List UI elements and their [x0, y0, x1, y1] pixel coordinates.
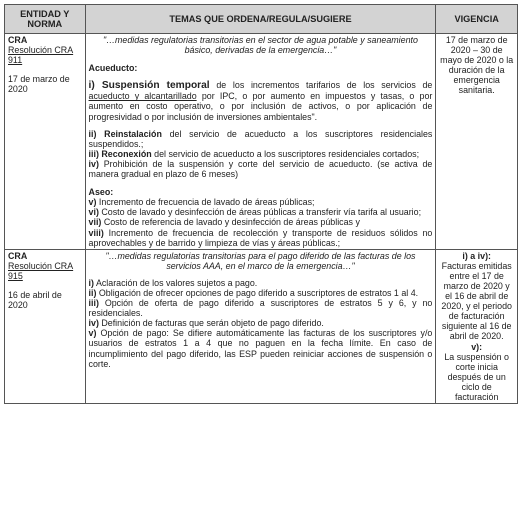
- validity-text: Facturas emitidas entre el 17 de marzo de 2020 y el 16 de abril de 2020, y el periodo de facturación siguiente al 16 de abril de 2020.: [441, 260, 512, 342]
- validity-text: 17 de marzo de 2020 – 30 de mayo de 2020 o la duración de la emergencia sanitaria.: [440, 35, 514, 96]
- table-row: [5, 34, 518, 250]
- measure-item: ii) Reinstalación del servicio de acueducto a los suscriptores residenciales suspendidos.;: [88, 128, 433, 149]
- validity-cell: [436, 249, 518, 403]
- entity-name: CRA: [8, 35, 28, 45]
- validity-label: v):: [471, 341, 483, 352]
- table-header-row: [5, 5, 518, 34]
- resolution-date: 17 de marzo de 2020: [8, 74, 70, 95]
- measure-item: vi) Costo de lavado y desinfección de áreas públicas a transferir vía tarifa al usuario;: [88, 207, 422, 218]
- section-heading: Aseo:: [88, 187, 114, 198]
- validity-cell: [436, 34, 518, 250]
- regulation-table: [4, 4, 518, 404]
- validity-text: La suspensión o corte inicia después de un ciclo de facturación: [444, 351, 509, 402]
- header-topics: TEMAS QUE ORDENA/REGULA/SUGIERE: [85, 5, 436, 34]
- measure-item: iii) Reconexión del servicio de acueducto a los suscriptores residenciales cortados;: [88, 148, 420, 159]
- resolution-date: 16 de abril de 2020: [8, 289, 62, 311]
- resolution-quote: "…medidas regulatorias transitorias para el pago diferido de las facturas de los servicios AAA, en el marco de la emergencia…": [105, 250, 416, 271]
- resolution-quote: "…medidas regulatorias transitorias en el sector de agua potable y saneamiento básico, derivadas de la emergencia…": [102, 35, 418, 56]
- measure-item: ii) Obligación de ofrecer opciones de pago diferido a suscriptores de estratos 1 al 4.: [88, 287, 419, 298]
- table-row: [5, 249, 518, 403]
- measure-item: iii) Opción de oferta de pago diferido a suscriptores de estratos 5 y 6, y no residenciales.: [88, 298, 433, 319]
- measure-item: i) Suspensión temporal de los incrementos tarifarios de los servicios de acueducto y alcantarillado por IPC, o por aumento en impuestos y tasas, o por aumento en costo operativo, o por inclusión de activos, o por aplicación de progresividad o por inclusión de inversiones ambientales".: [88, 80, 433, 122]
- topics-cell: [85, 249, 436, 403]
- measure-item: viii) Incremento de frecuencia de recolección y transporte de residuos sólidos no aprovechables y de barrido y limpieza de vías y áreas públicas.;: [88, 227, 433, 248]
- entity-cell: [5, 249, 86, 403]
- topics-cell: [85, 34, 436, 250]
- entity-name: CRA: [8, 250, 28, 261]
- resolution-link[interactable]: Resolución CRA 911: [8, 45, 74, 66]
- header-validity: VIGENCIA: [436, 5, 518, 34]
- measure-item: vii) Costo de referencia de lavado y desinfección de áreas públicas y: [88, 217, 360, 228]
- measure-item: iv) Definición de facturas que serán objeto de pago diferido.: [88, 318, 324, 329]
- measure-item: v) Incremento de frecuencia de lavado de áreas públicas;: [88, 197, 315, 208]
- section-heading: Acueducto:: [88, 63, 138, 74]
- resolution-link[interactable]: Resolución CRA 915: [8, 260, 74, 281]
- header-entity: ENTIDAD Y NORMA: [5, 5, 86, 34]
- entity-cell: [5, 34, 86, 250]
- measure-item: iv) Prohibición de la suspensión y corte del servicio de acueducto. (se activa de manera gradual en plazo de 6 meses): [88, 158, 433, 180]
- validity-label: i) a iv):: [462, 250, 491, 261]
- measure-item: i) Aclaración de los valores sujetos a pago.: [88, 277, 258, 288]
- measure-item: v) Opción de pago: Se difiere automáticamente las facturas de los suscriptores y/o usuarios de estratos 1 a 4 que no paguen en la fecha límite. En caso de incumplimiento del pago diferido, las ESP pueden reiniciar acciones de suspensión o corte.: [88, 328, 433, 369]
